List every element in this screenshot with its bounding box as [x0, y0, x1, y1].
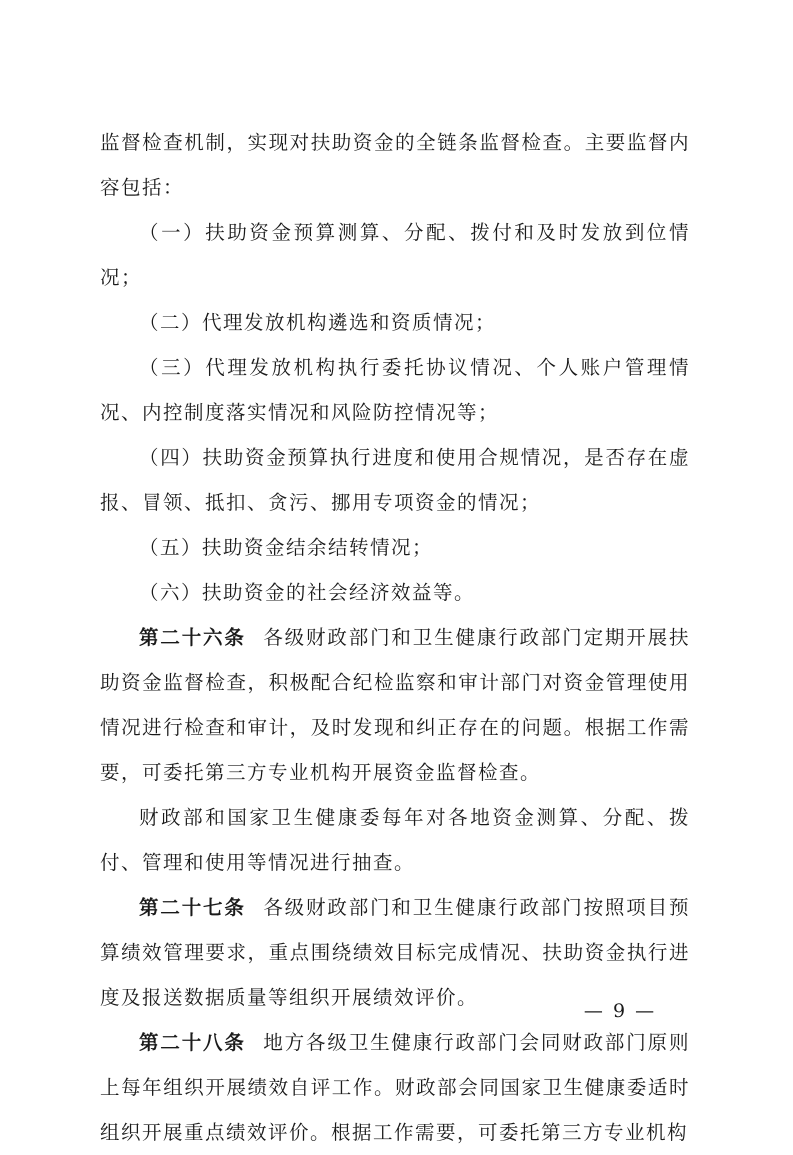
article-26 [100, 615, 690, 795]
article-26-paragraph-2: 财政部和国家卫生健康委每年对各地资金测算、分配、拨付、管理和使用等情况进行抽查。 [100, 806, 690, 874]
list-item-4: （四）扶助资金预算执行进度和使用合规情况，是否存在虚报、冒领、抵扣、贪污、挪用专项资金的情况； [100, 446, 690, 514]
list-item-3: （三）代理发放机构执行委托协议情况、个人账户管理情况、内控制度落实情况和风险防控情况等； [100, 356, 690, 424]
page-number: — 9 — [583, 1000, 657, 1022]
list-item-2: （二）代理发放机构遴选和资质情况； [139, 311, 497, 334]
article-28 [100, 1020, 690, 1155]
list-item-6: （六）扶助资金的社会经济效益等。 [139, 581, 476, 604]
article-26-label: 第二十六条 [139, 626, 246, 649]
list-item-5: （五）扶助资金结余结转情况； [139, 536, 434, 559]
article-26-text: 各级财政部门和卫生健康行政部门定期开展扶助资金监督检查，积极配合纪检监察和审计部门对资金管理使用情况进行检查和审计，及时发现和纠正存在的问题。根据工作需要，可委托第三方专业机构开展资金监督检查。 [100, 626, 690, 784]
article-27-label: 第二十七条 [139, 896, 246, 919]
paragraph-intro: 监督检查机制，实现对扶助资金的全链条监督检查。主要监督内容包括： [100, 131, 690, 199]
article-28-label: 第二十八条 [139, 1031, 246, 1054]
list-item-1: （一）扶助资金预算测算、分配、拨付和及时发放到位情况； [100, 221, 690, 289]
article-27-text: 各级财政部门和卫生健康行政部门按照项目预算绩效管理要求，重点围绕绩效目标完成情况、扶助资金执行进度及报送数据质量等组织开展绩效评价。 [100, 896, 690, 1009]
article-28-text: 地方各级卫生健康行政部门会同财政部门原则上每年组织开展绩效自评工作。财政部会同国家卫生健康委适时组织开展重点绩效评价。根据工作需要，可委托第三方专业机构 [100, 1031, 690, 1144]
